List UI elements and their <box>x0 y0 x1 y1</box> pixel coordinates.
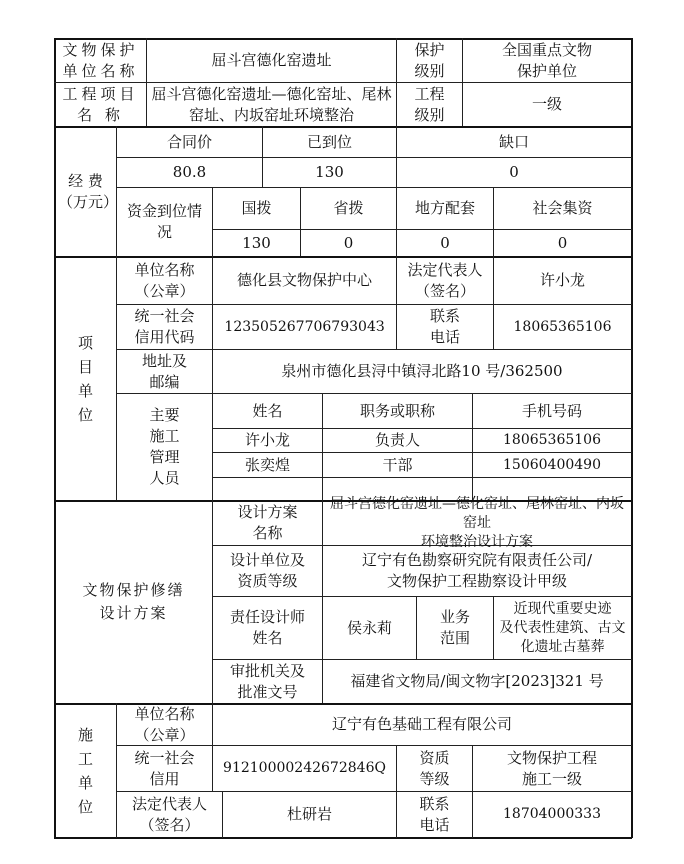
construction-unit-name: 辽宁有色基础工程有限公司 <box>331 715 512 733</box>
provincial-allocation: 0 <box>343 233 354 252</box>
local-matching-header: 地方配套 <box>414 199 475 217</box>
design-scheme-name-label: 设计方案 名称 <box>237 503 298 542</box>
funding-status-label: 资金到位情 况 <box>126 202 202 241</box>
funds-received-header: 已到位 <box>306 132 352 151</box>
design-scheme-section-label: 文物保护修缮 设计方案 <box>82 581 185 622</box>
funds-label: 经 费 （万元） <box>58 171 119 211</box>
staff-title: 负责人 <box>374 431 420 449</box>
design-org: 辽宁有色勘察研究院有限责任公司/ 文物保护工程勘察设计甲级 <box>361 551 593 590</box>
funds-gap: 0 <box>509 163 519 181</box>
project-unit-name-label: 单位名称 （公章） <box>134 260 195 300</box>
approval-document: 福建省文物局/闽文物字[2023]321 号 <box>350 672 604 690</box>
heritage-unit-name: 屈斗宫德化窑遗址 <box>211 51 332 69</box>
staff-name <box>213 478 322 500</box>
chief-designer: 侯永莉 <box>346 618 392 637</box>
staff-title-header: 职务或职称 <box>359 401 435 420</box>
local-matching: 0 <box>440 233 450 252</box>
design-org-label: 设计单位及 资质等级 <box>229 551 305 590</box>
project-level: 一级 <box>531 95 562 113</box>
project-unit-name: 德化县文物保护中心 <box>236 271 372 289</box>
construction-credit-label: 统一社会 信用 <box>134 748 195 788</box>
project-unit-rep-label: 法定代表人 （签名） <box>407 260 483 300</box>
staff-name: 张奕煌 <box>244 455 290 474</box>
funds-received: 130 <box>315 163 344 181</box>
staff-mobile: 18065365106 <box>503 432 601 448</box>
project-unit-address: 泉州市德化县浔中镇浔北路10 号/362500 <box>281 362 563 380</box>
staff-mobile: 15060400490 <box>503 456 601 473</box>
table-border-right <box>631 38 633 838</box>
management-staff-label: 主要 施工 管理 人员 <box>149 406 180 487</box>
social-funding-header: 社会集资 <box>532 199 593 217</box>
construction-unit-name-label: 单位名称 （公章） <box>134 704 195 744</box>
social-funding: 0 <box>557 233 568 252</box>
table-border-bottom <box>54 837 632 839</box>
business-scope: 近现代重要史迹 及代表性建筑、古文 化遗址古墓葬 <box>499 600 626 655</box>
protection-level: 全国重点文物 保护单位 <box>501 40 592 80</box>
project-unit-credit-label: 统一社会 信用代码 <box>134 307 195 346</box>
staff-name: 许小龙 <box>244 431 290 449</box>
staff-mobile-header: 手机号码 <box>521 401 582 420</box>
contract-price-header: 合同价 <box>166 132 212 151</box>
project-unit-label: 项 目 单 位 <box>77 333 93 424</box>
approval-label: 审批机关及 批准文号 <box>229 661 305 701</box>
construction-rep: 杜研岩 <box>286 805 332 823</box>
chief-designer-label: 责任设计师 姓名 <box>229 608 305 647</box>
construction-qualification-label: 资质 等级 <box>419 748 450 788</box>
project-name-label: 工程项目 名 称 <box>62 84 139 124</box>
project-unit-rep: 许小龙 <box>539 271 585 289</box>
project-unit-phone: 18065365106 <box>513 318 612 335</box>
heritage-unit-label: 文物保护 单位名称 <box>62 40 139 80</box>
business-scope-label: 业务 范围 <box>439 608 470 647</box>
staff-title: 干部 <box>382 455 413 474</box>
construction-rep-label: 法定代表人 （签名） <box>131 794 207 834</box>
project-unit-address-label: 地址及 邮编 <box>141 351 187 391</box>
contract-price: 80.8 <box>172 163 207 181</box>
project-name: 屈斗宫德化窑遗址—德化窑址、尾林 窑址、内坂窑址环境整治 <box>151 84 392 124</box>
protection-level-label: 保护 级别 <box>414 40 445 80</box>
funds-gap-header: 缺口 <box>498 132 529 151</box>
design-scheme-name: 屈斗宫德化窑遗址—德化窑址、尾林窑址、内坂窑址 环境整治设计方案 <box>330 495 624 550</box>
construction-phone-label: 联系 电话 <box>419 794 450 834</box>
staff-name-header: 姓名 <box>252 401 283 420</box>
provincial-allocation-header: 省拨 <box>333 199 364 217</box>
project-unit-phone-label: 联系 电话 <box>429 307 460 346</box>
construction-unit-label: 施 工 单 位 <box>77 725 93 816</box>
project-level-label: 工程 级别 <box>414 84 445 124</box>
project-unit-credit-code: 12350526770679304З <box>224 318 385 335</box>
construction-phone: 18704000333 <box>503 806 601 822</box>
national-allocation-header: 国拨 <box>241 199 272 217</box>
construction-qualification: 文物保护工程 施工一级 <box>506 748 597 788</box>
national-allocation: 130 <box>242 233 271 252</box>
construction-credit-code: 91210000242672846Q <box>223 760 386 776</box>
